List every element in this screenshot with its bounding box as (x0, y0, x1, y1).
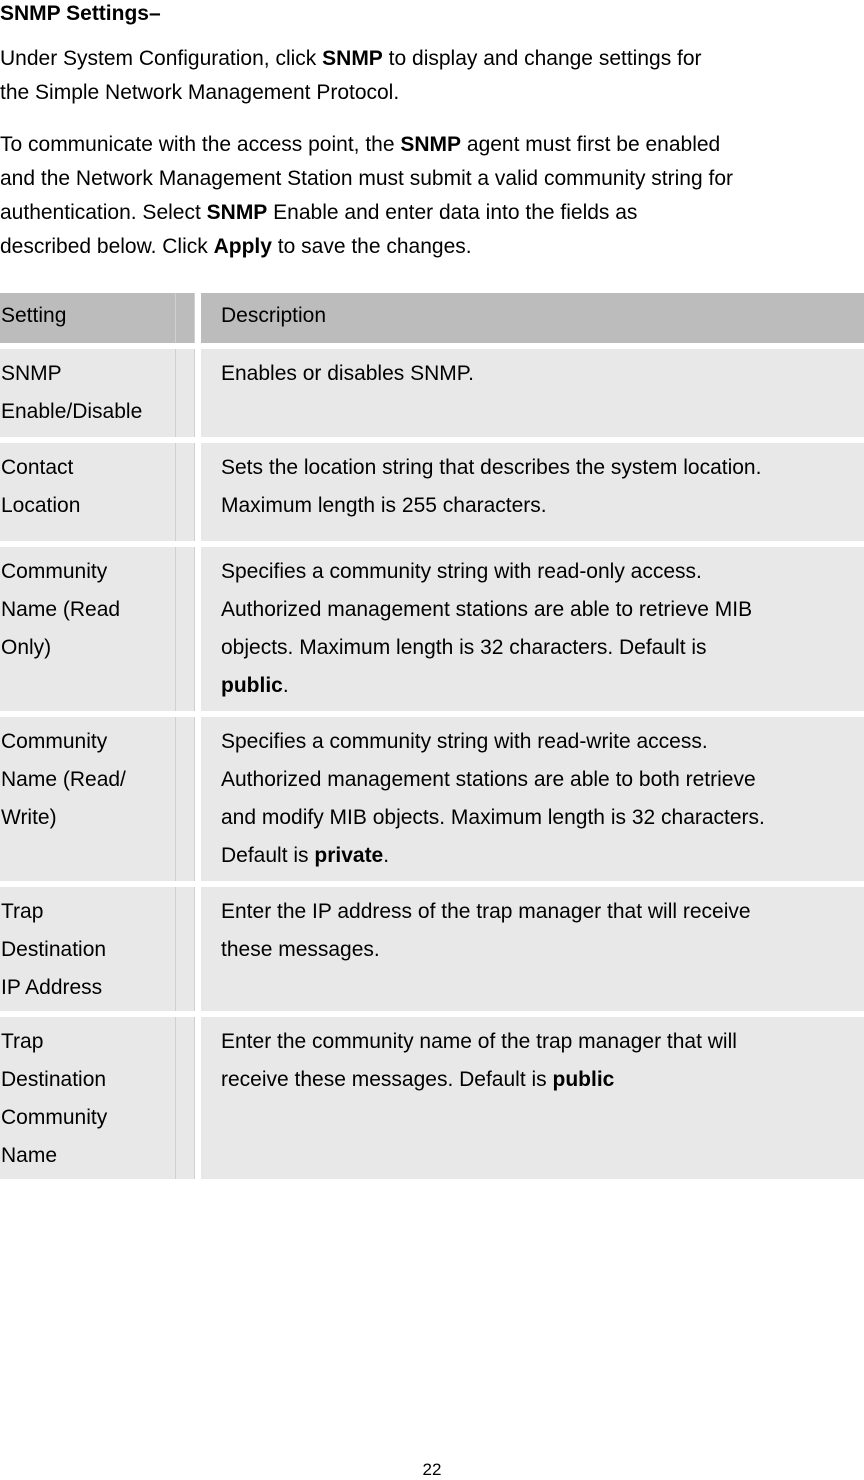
setting-name-line: Destination (1, 1068, 107, 1091)
paragraph1-line: the Simple Network Management Protocol. (0, 81, 400, 104)
table-header-row (0, 293, 864, 343)
cell-gap (175, 349, 195, 437)
description-line: these messages. (221, 938, 380, 961)
setting-name (1, 723, 173, 837)
settings-table (0, 293, 864, 1185)
cell-gap (175, 443, 195, 541)
paragraph2-bold-term: SNMP (400, 133, 462, 156)
description-line: Specifies a community string with read-write access. (221, 730, 708, 753)
table-row (0, 717, 864, 881)
setting-description: Description (221, 304, 327, 327)
paragraph2-line: described below. Click Apply to save the changes. (0, 235, 472, 258)
setting-name-line: Trap (1, 1030, 44, 1053)
cell-gap (175, 717, 195, 881)
setting-name-line: Destination (1, 938, 107, 961)
paragraph2-bold-term: Apply (213, 235, 272, 258)
description-line: public. (221, 674, 289, 697)
cell-gap (175, 293, 195, 343)
description-line: Authorized management stations are able to retrieve MIB (221, 598, 753, 621)
setting-name-line: Trap (1, 900, 44, 923)
setting-name-line: Name (Read/ (1, 768, 126, 791)
description-line: Default is private. (221, 844, 390, 867)
setting-name (1, 893, 173, 1007)
description-line: Sets the location string that describes the system location. (221, 456, 762, 479)
paragraph2-line: and the Network Management Station must submit a valid community string for (0, 167, 733, 190)
setting-name (1, 1023, 173, 1175)
intro-paragraph (0, 42, 862, 110)
setting-name-line: SNMP (1, 362, 62, 385)
setting-name-line: Name (1, 1144, 58, 1167)
paragraph2-bold-term: SNMP (206, 201, 268, 224)
description-line: Maximum length is 255 characters. (221, 494, 547, 517)
instructions-paragraph (0, 128, 862, 264)
description-bold-term: private (314, 844, 384, 867)
description-line: Enables or disables SNMP. (221, 362, 474, 385)
description-line: receive these messages. Default is public (221, 1068, 615, 1091)
paragraph1-line: Under System Configuration, click SNMP to display and change settings for (0, 47, 702, 70)
description-bold-term: public (221, 674, 283, 697)
setting-name (1, 553, 173, 667)
section-heading: SNMP Settings– (0, 2, 161, 25)
setting-description (221, 1023, 864, 1099)
description-line: Authorized management stations are able to both retrieve (221, 768, 756, 791)
setting-name-line: IP Address (1, 976, 103, 999)
setting-name-line: Only) (1, 636, 52, 659)
cell-gap (175, 547, 195, 711)
paragraph2-line: To communicate with the access point, the SNMP agent must first be enabled (0, 133, 721, 156)
setting-name-line: Contact (1, 456, 74, 479)
table-row (0, 443, 864, 541)
description-line: objects. Maximum length is 32 characters. Default is (221, 636, 707, 659)
cell-gap (175, 1017, 195, 1179)
setting-name-line: Community (1, 560, 108, 583)
paragraph2-line: authentication. Select SNMP Enable and enter data into the fields as (0, 201, 638, 224)
description-line: Enter the IP address of the trap manager that will receive (221, 900, 751, 923)
page-number: 22 (422, 1460, 442, 1479)
description-line: and modify MIB objects. Maximum length is 32 characters. (221, 806, 765, 829)
setting-description (221, 553, 864, 705)
table-row (0, 1017, 864, 1179)
paragraph1-bold-term: SNMP (322, 47, 383, 70)
description-line: Specifies a community string with read-only access. (221, 560, 702, 583)
setting-name-line: Write) (1, 806, 57, 829)
description-line: Enter the community name of the trap manager that will (221, 1030, 737, 1053)
setting-description (221, 893, 864, 969)
table-row (0, 349, 864, 437)
setting-name-line: Community (1, 1106, 108, 1129)
setting-name-line: Name (Read (1, 598, 121, 621)
setting-name (1, 355, 173, 431)
description-bold-term: public (552, 1068, 615, 1091)
setting-name-line: Community (1, 730, 108, 753)
setting-description (221, 355, 864, 393)
setting-description (221, 449, 864, 525)
setting-description (221, 723, 864, 875)
setting-name-line: Enable/Disable (1, 400, 143, 423)
setting-name: Setting (1, 304, 67, 327)
cell-gap (175, 887, 195, 1011)
table-row (0, 887, 864, 1011)
setting-name-line: Location (1, 494, 81, 517)
table-row (0, 547, 864, 711)
setting-name (1, 449, 173, 525)
